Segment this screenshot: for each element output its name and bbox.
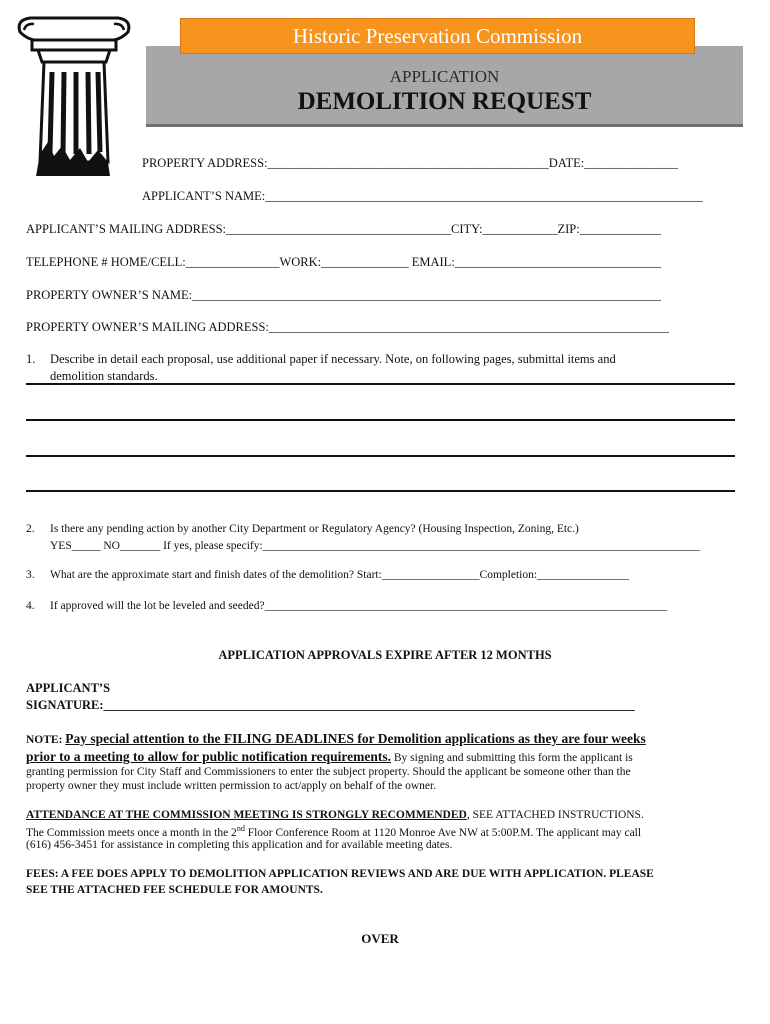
note-label: NOTE: — [26, 734, 66, 746]
attendance-instructions: , SEE ATTACHED INSTRUCTIONS. — [466, 809, 644, 821]
question-4-number: 4. — [26, 600, 35, 612]
note-line-1 — [26, 730, 646, 748]
meeting-location-b: Floor Conference Room at 1120 Monroe Ave NW at 5:00P.M. The applicant may call — [244, 826, 642, 839]
question-1-text-cont: demolition standards. — [50, 369, 158, 383]
note-deadline-emphasis: Pay special attention to the FILING DEADLINES for Demolition applications as they are four weeks — [65, 731, 646, 746]
applicant-name-field[interactable]: APPLICANT’S NAME:______________________________________________________________________ — [142, 189, 703, 203]
attendance-emphasis: ATTENDANCE AT THE COMMISSION MEETING IS STRONGLY RECOMMENDED — [26, 809, 467, 821]
note-deadline-emphasis-2: prior to a meeting to allow for public notification requirements. — [26, 749, 391, 764]
fees-line-1: FEES: A FEE DOES APPLY TO DEMOLITION APPLICATION REVIEWS AND ARE DUE WITH APPLICATION. PLEASE — [26, 868, 654, 880]
question-2-answer-field[interactable]: YES_____ NO_______ If yes, please specify:____________________________________________________________________________ — [50, 540, 700, 552]
answer-line[interactable] — [26, 383, 735, 385]
question-2-number: 2. — [26, 523, 35, 535]
attendance-line-2 — [26, 824, 641, 839]
answer-line[interactable] — [26, 490, 735, 492]
commission-banner: Historic Preservation Commission — [180, 18, 695, 54]
question-1-text: Describe in detail each proposal, use additional paper if necessary. Note, on following pages, submittal items and — [50, 352, 616, 366]
owner-mailing-field[interactable]: PROPERTY OWNER’S MAILING ADDRESS:________________________________________________________________ — [26, 320, 669, 334]
mailing-address-field[interactable]: APPLICANT’S MAILING ADDRESS:____________________________________CITY:____________ZIP:_____________ — [26, 222, 661, 236]
signature-label: APPLICANT’S — [26, 681, 111, 695]
note-line-2 — [26, 748, 633, 766]
header-divider — [146, 124, 743, 127]
answer-line[interactable] — [26, 455, 735, 457]
owner-name-field[interactable]: PROPERTY OWNER’S NAME:___________________________________________________________________________ — [26, 288, 661, 302]
note-line-3: granting permission for City Staff and Commissioners to enter the subject property. Should the applicant be someone other than the — [26, 766, 631, 778]
answer-line[interactable] — [26, 419, 735, 421]
question-1-number: 1. — [26, 352, 36, 366]
question-2 — [26, 523, 579, 535]
greek-column-icon — [14, 14, 134, 184]
fees-line-2: SEE THE ATTACHED FEE SCHEDULE FOR AMOUNTS. — [26, 884, 323, 896]
question-4[interactable] — [26, 600, 667, 612]
property-address-field[interactable]: PROPERTY ADDRESS:_____________________________________________DATE:_______________ — [142, 156, 678, 170]
over-label: OVER — [361, 931, 399, 946]
meeting-location-a: The Commission meets once a month in the 2 — [26, 826, 237, 839]
question-1 — [26, 352, 616, 367]
question-4-text: If approved will the lot be leveled and seeded?______________________________________________________________________ — [50, 600, 668, 612]
expire-notice: APPLICATION APPROVALS EXPIRE AFTER 12 MONTHS — [218, 648, 552, 662]
form-title: DEMOLITION REQUEST — [297, 88, 592, 115]
meeting-location-sup: nd — [236, 824, 245, 833]
question-3-text: What are the approximate start and finish dates of the demolition? Start:_________________Completion:________________ — [50, 569, 630, 581]
signature-field[interactable]: SIGNATURE:_____________________________________________________________________________________ — [26, 698, 635, 712]
attendance-line-1 — [26, 809, 644, 821]
application-label: APPLICATION — [389, 67, 500, 86]
question-3[interactable] — [26, 569, 629, 581]
note-line-4: property owner they must include written permission to act/apply on behalf of the owner. — [26, 780, 437, 792]
attendance-line-3: (616) 456-3451 for assistance in completing this application and for available meeting dates. — [26, 839, 453, 851]
question-3-number: 3. — [26, 569, 35, 581]
question-2-text: Is there any pending action by another City Department or Regulatory Agency? (Housing Inspection, Zoning, Etc.) — [50, 523, 579, 535]
note-text: By signing and submitting this form the applicant is — [390, 752, 633, 764]
telephone-field[interactable]: TELEPHONE # HOME/CELL:_______________WORK:______________ EMAIL:_________________________________ — [26, 255, 662, 269]
